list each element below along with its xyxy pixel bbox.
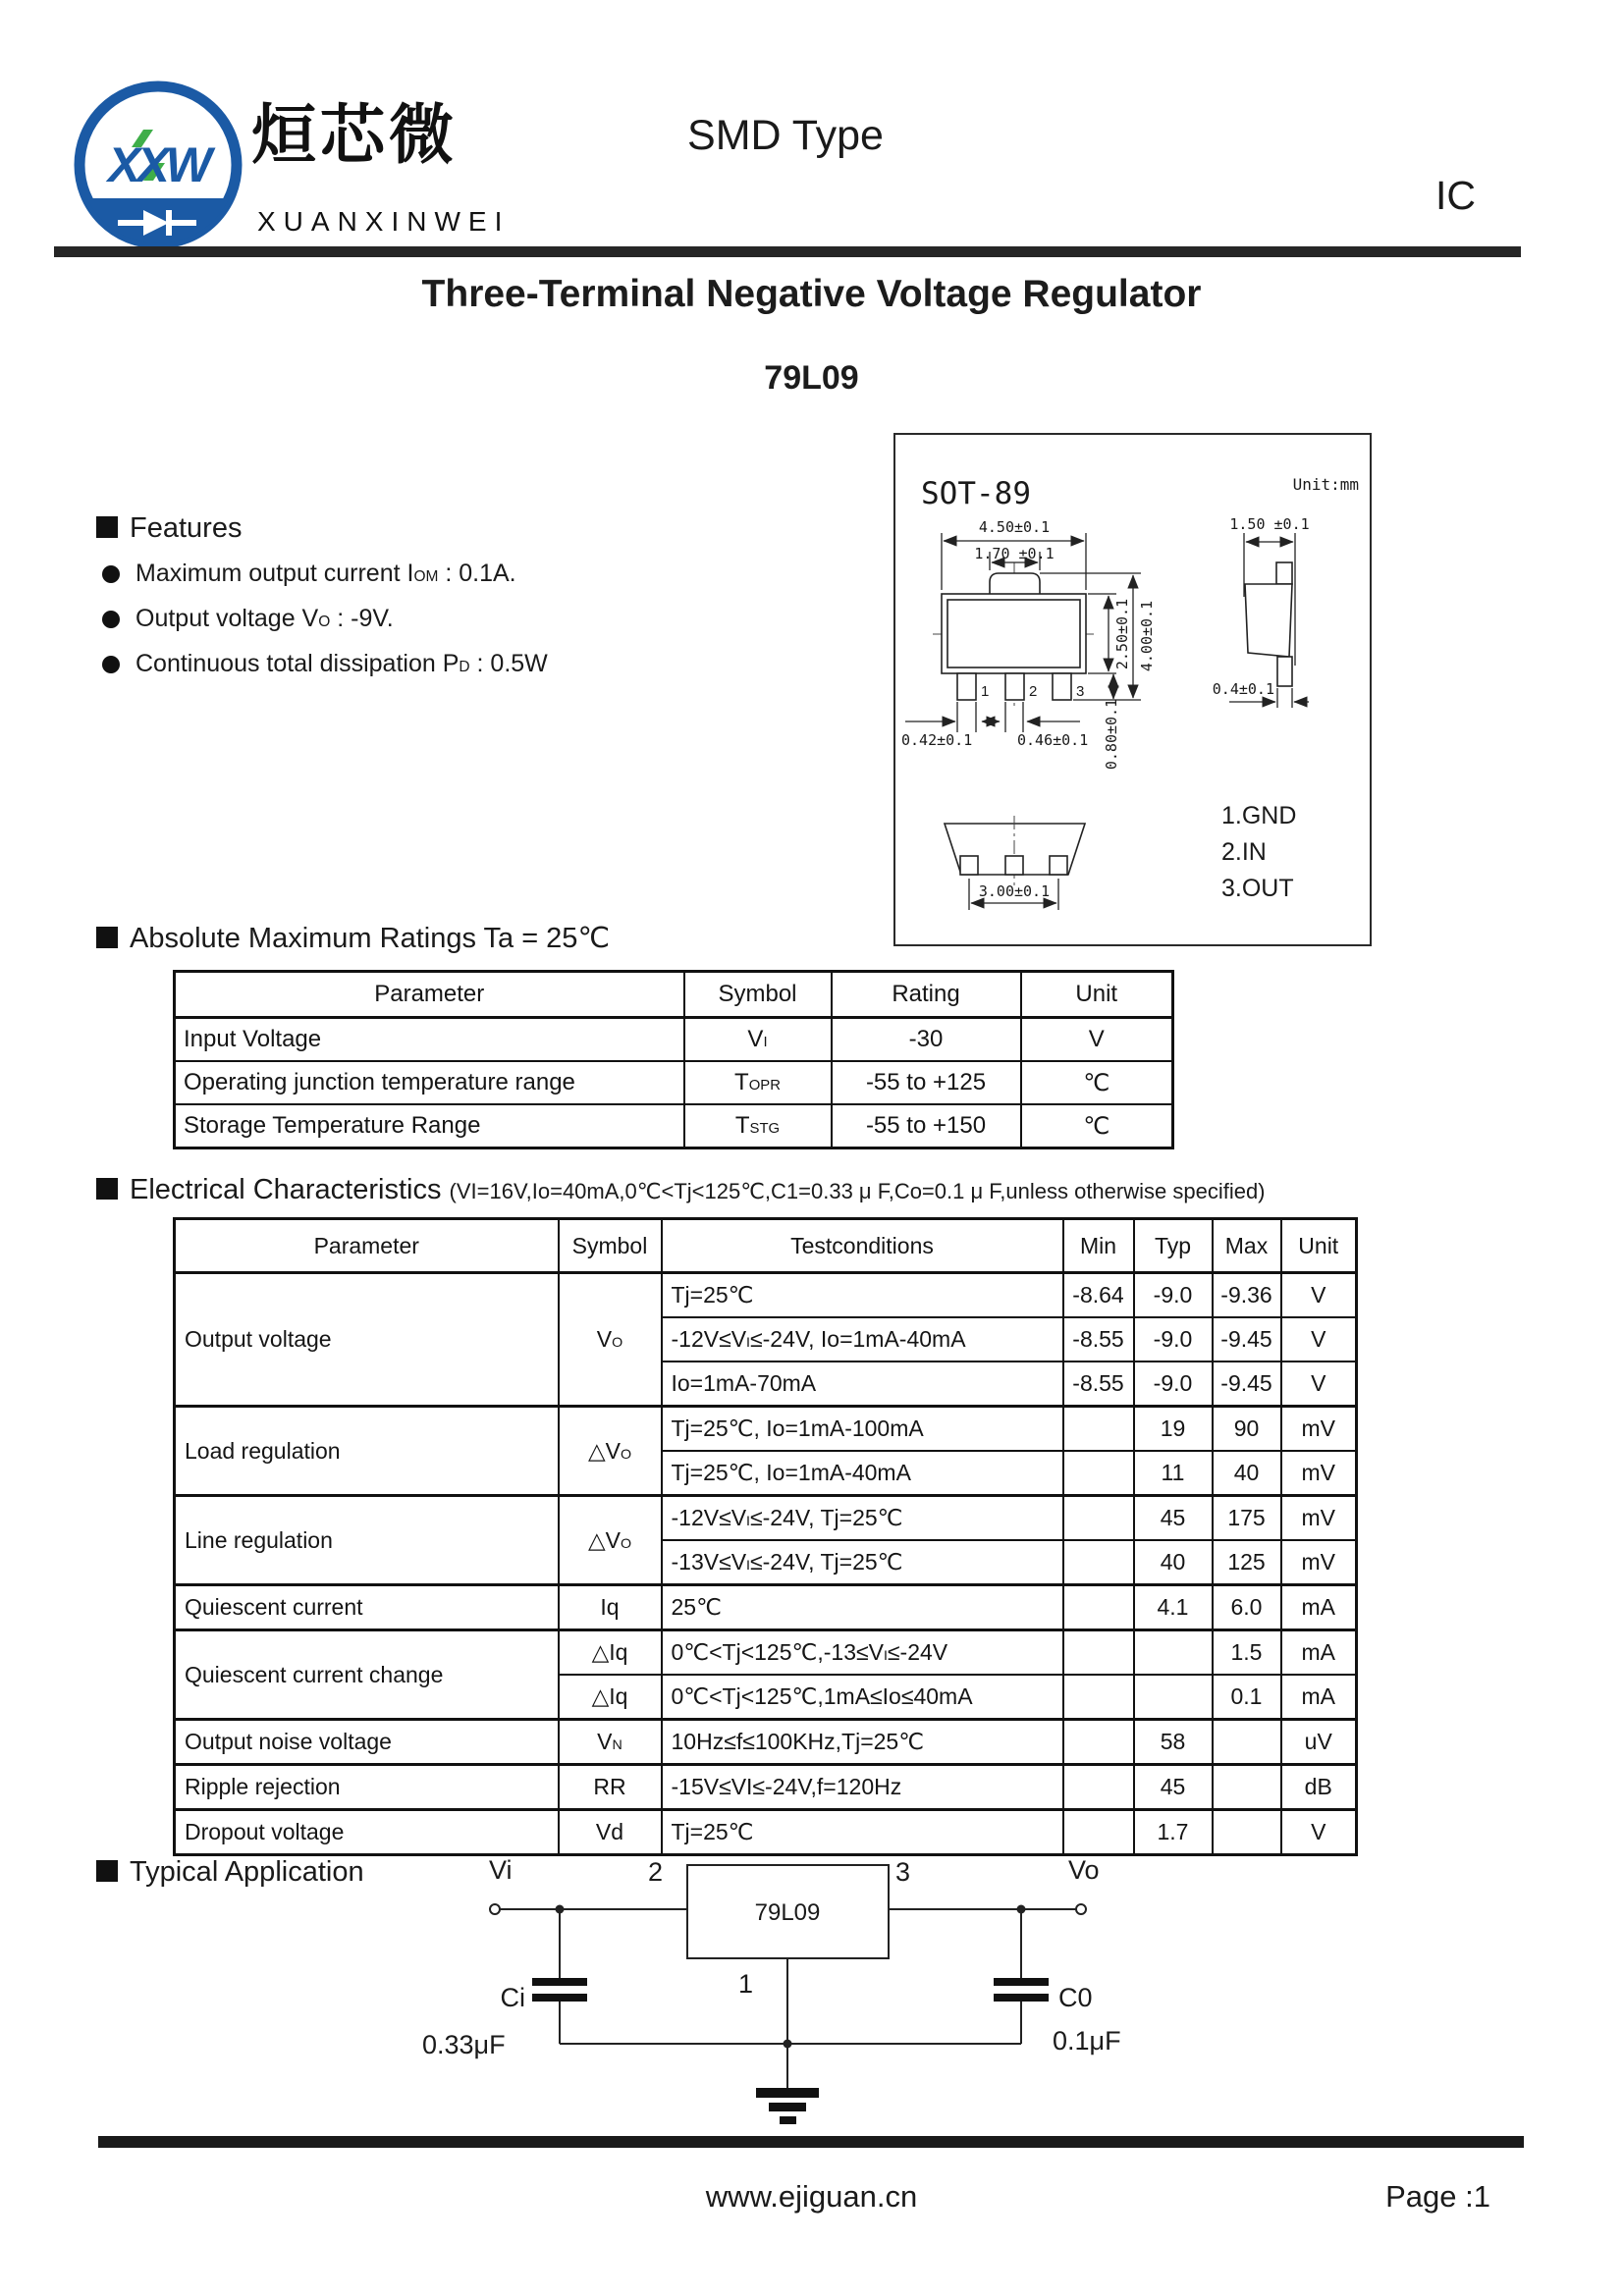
cell: Tj=25℃ [662,1810,1063,1855]
cell: 45 [1134,1496,1213,1541]
cell: 90 [1213,1407,1281,1452]
table-row [175,1720,1357,1765]
abs-max-table [173,970,1174,1149]
features-heading [96,512,242,545]
cell: 125 [1213,1540,1281,1585]
elec-heading [96,1174,1266,1206]
side-body [1245,584,1292,657]
cell: 0.1 [1213,1675,1281,1720]
cell: mV [1281,1451,1357,1496]
cell [1063,1496,1134,1541]
feature-item [102,605,548,633]
cell: dB [1281,1765,1357,1810]
column-header: Testconditions [662,1219,1063,1273]
capacitor-plate [994,1994,1049,2002]
section-square-icon [96,1860,118,1882]
capacitor-plate [532,1994,587,2002]
junction-dot [784,2040,792,2049]
parameter-cell: Line regulation [175,1496,559,1585]
bottom-pad-1 [960,856,978,875]
table-row [175,1018,1173,1062]
bullet-icon [102,565,120,583]
cell [1063,1720,1134,1765]
capacitor-plate [532,1978,587,1986]
cell [1063,1540,1134,1585]
package-name: SOT-89 [921,476,1031,511]
bullet-icon [102,656,120,673]
dim-side-pin: 0.4±0.1 [1212,680,1274,698]
cell: TOPR [684,1061,832,1104]
table-row [175,1496,1357,1541]
output-label: Vo [1068,1855,1100,1885]
symbol-cell: VO [559,1273,662,1407]
cell: V [1281,1810,1357,1855]
pin-gnd-number: 1 [738,1969,754,1999]
cell [1063,1810,1134,1855]
cell: 45 [1134,1765,1213,1810]
cell: 19 [1134,1407,1213,1452]
cap-out-value: 0.1μF [1053,2026,1121,2056]
pin-assignment-in: 2.IN [1221,838,1267,866]
elec-heading-text: Electrical Characteristics [130,1174,442,1205]
cell: -8.55 [1063,1362,1134,1407]
footer-website: www.ejiguan.cn [705,2179,918,2214]
cell: 58 [1134,1720,1213,1765]
abs-max-heading [96,921,610,955]
pin-2-number: 2 [1029,683,1038,700]
column-header: Symbol [684,972,832,1018]
application-heading-text: Typical Application [130,1856,364,1888]
cell: -8.55 [1063,1317,1134,1362]
cell [1063,1451,1134,1496]
cell [1063,1585,1134,1630]
cell: mV [1281,1496,1357,1541]
cell: -9.0 [1134,1317,1213,1362]
ground-icon [756,2088,819,2124]
cell: 25℃ [662,1585,1063,1630]
dim-bottom-span: 3.00±0.1 [978,882,1051,900]
cell [1063,1675,1134,1720]
package-tab [990,573,1040,594]
dim-tab-width: 1.70 ±0.1 [974,545,1055,562]
cell: 4.1 [1134,1585,1213,1630]
elec-table [173,1217,1358,1856]
cell: mA [1281,1675,1357,1720]
cell: 6.0 [1213,1585,1281,1630]
application-circuit [393,1855,1159,2150]
cell: -12V≤VI≤-24V, Io=1mA-40mA [662,1317,1063,1362]
package-drawing [895,435,1370,944]
parameter-cell: Dropout voltage [175,1810,559,1855]
column-header: Rating [832,972,1021,1018]
logo-monogram: XXW [108,137,208,192]
dim-pin-length: 0.80±0.1 [1103,698,1120,771]
cell: Input Voltage [175,1018,684,1062]
cell: -9.45 [1213,1317,1281,1362]
section-square-icon [96,927,118,948]
pin-assignment-gnd: 1.GND [1221,802,1297,829]
cap-in-value: 0.33μF [422,2030,506,2059]
part-number: 79L09 [764,359,859,397]
cell: -55 to +125 [832,1061,1021,1104]
pin-1 [957,673,976,700]
cell: mA [1281,1630,1357,1676]
bottom-pad-2 [1005,856,1023,875]
dim-pin-width: 0.42±0.1 [901,731,973,749]
symbol-cell: VN [559,1720,662,1765]
dim-pin-gap: 0.46±0.1 [1017,731,1089,749]
cell: Tj=25℃ [662,1273,1063,1318]
section-square-icon [96,1178,118,1200]
pin-assignment-out: 3.OUT [1221,875,1294,902]
feature-item [102,650,548,678]
abs-max-header-row [175,972,1173,1018]
cell: V [1281,1362,1357,1407]
column-header: Symbol [559,1219,662,1273]
pin-3 [1053,673,1071,700]
brand-name-english: XUANXINWEI [257,206,511,237]
section-square-icon [96,516,118,538]
column-header: Parameter [175,1219,559,1273]
bullet-icon [102,611,120,628]
cell: Operating junction temperature range [175,1061,684,1104]
parameter-cell: Quiescent current [175,1585,559,1630]
column-header: Min [1063,1219,1134,1273]
cell [1063,1765,1134,1810]
cell: Tj=25℃, Io=1mA-40mA [662,1451,1063,1496]
table-row [175,1407,1357,1452]
cell [1134,1630,1213,1676]
cell: -8.64 [1063,1273,1134,1318]
cell: 40 [1213,1451,1281,1496]
regulator-label: 79L09 [754,1899,821,1926]
cell [1063,1630,1134,1676]
footer-page-number: Page :1 [1385,2179,1490,2214]
column-header: Unit [1281,1219,1357,1273]
table-row [175,1630,1357,1676]
symbol-cell: △Iq [559,1630,662,1676]
dim-side-width: 1.50 ±0.1 [1229,515,1310,533]
company-logo [71,79,245,251]
side-tab [1276,562,1292,584]
pin-2 [1005,673,1024,700]
header-divider [54,246,1521,257]
table-row [175,1810,1357,1855]
cell: -9.0 [1134,1273,1213,1318]
feature-text: Continuous total dissipation PD : 0.5W [135,650,548,677]
parameter-cell: Load regulation [175,1407,559,1496]
cell: VI [684,1018,832,1062]
pin-out-number: 3 [895,1857,911,1887]
abs-max-heading-text: Absolute Maximum Ratings Ta = 25℃ [130,923,611,954]
parameter-cell: Ripple rejection [175,1765,559,1810]
cell: 0℃<Tj<125℃,1mA≤Io≤40mA [662,1675,1063,1720]
column-header: Unit [1021,972,1173,1018]
feature-text: Output voltage VO : -9V. [135,605,394,632]
input-terminal [490,1904,500,1914]
side-pin [1277,657,1292,686]
symbol-cell: Vd [559,1810,662,1855]
cell: V [1281,1273,1357,1318]
application-heading [96,1856,364,1889]
cell: -55 to +150 [832,1104,1021,1148]
column-header: Max [1213,1219,1281,1273]
output-terminal [1076,1904,1086,1914]
column-header: Typ [1134,1219,1213,1273]
cell: 40 [1134,1540,1213,1585]
unit-note: Unit:mm [1292,475,1359,494]
cell: 11 [1134,1451,1213,1496]
cell [1213,1720,1281,1765]
cap-in-name: Ci [500,1983,525,2012]
cell: -13V≤VI≤-24V, Tj=25℃ [662,1540,1063,1585]
cell: uV [1281,1720,1357,1765]
cell [1213,1765,1281,1810]
cell [1134,1675,1213,1720]
cell: ℃ [1021,1061,1173,1104]
cap-out-name: C0 [1058,1983,1093,2012]
package-body [942,594,1086,673]
doc-type-label: SMD Type [687,112,884,159]
pin-3-number: 3 [1076,683,1085,700]
table-row [175,1765,1357,1810]
dim-body-width: 4.50±0.1 [978,518,1051,536]
cell: V [1281,1317,1357,1362]
cell: mV [1281,1540,1357,1585]
symbol-cell: △Iq [559,1675,662,1720]
feature-item [102,560,548,588]
cell: V [1021,1018,1173,1062]
cell: -9.0 [1134,1362,1213,1407]
elec-conditions: (VI=16V,Io=40mA,0℃<Tj<125℃,C1=0.33 μ F,Co=0.1 μ F,unless otherwise specified) [449,1179,1266,1203]
footer-divider [98,2136,1524,2148]
cell: 1.5 [1213,1630,1281,1676]
cell: Io=1mA-70mA [662,1362,1063,1407]
cell [1213,1810,1281,1855]
page-title: Three-Terminal Negative Voltage Regulator [421,273,1202,315]
cell: -30 [832,1018,1021,1062]
cell: 10Hz≤f≤100KHz,Tj=25℃ [662,1720,1063,1765]
elec-header-row [175,1219,1357,1273]
input-label: Vi [489,1855,513,1885]
dim-body-height: 2.50±0.1 [1113,598,1131,670]
cell: TSTG [684,1104,832,1148]
parameter-cell: Quiescent current change [175,1630,559,1720]
capacitor-plate [994,1978,1049,1986]
table-row [175,1585,1357,1630]
parameter-cell: Output noise voltage [175,1720,559,1765]
features-list [102,560,548,678]
cell: -12V≤VI≤-24V, Tj=25℃ [662,1496,1063,1541]
symbol-cell: Iq [559,1585,662,1630]
cell: mV [1281,1407,1357,1452]
category-label: IC [1435,173,1476,218]
table-row [175,1061,1173,1104]
cell: 1.7 [1134,1810,1213,1855]
pin-in-number: 2 [648,1857,664,1887]
cell: -15V≤VI≤-24V,f=120Hz [662,1765,1063,1810]
pin-1-number: 1 [981,683,990,700]
symbol-cell: RR [559,1765,662,1810]
cell: -9.36 [1213,1273,1281,1318]
features-heading-text: Features [130,512,243,544]
cell: 175 [1213,1496,1281,1541]
feature-text: Maximum output current IOM : 0.1A. [135,560,516,587]
brand-name-chinese: 烜芯微 [251,98,458,171]
cell: Tj=25℃, Io=1mA-100mA [662,1407,1063,1452]
parameter-cell: Output voltage [175,1273,559,1407]
table-row [175,1273,1357,1318]
bottom-pad-3 [1050,856,1067,875]
cell: -9.45 [1213,1362,1281,1407]
cell: mA [1281,1585,1357,1630]
cell [1063,1407,1134,1452]
dim-total-height: 4.00±0.1 [1138,600,1156,672]
cell: Storage Temperature Range [175,1104,684,1148]
table-row [175,1104,1173,1148]
package-drawing-panel [893,433,1372,946]
symbol-cell: △VO [559,1496,662,1585]
column-header: Parameter [175,972,684,1018]
symbol-cell: △VO [559,1407,662,1496]
cell: 0℃<Tj<125℃,-13≤VI≤-24V [662,1630,1063,1676]
cell: ℃ [1021,1104,1173,1148]
